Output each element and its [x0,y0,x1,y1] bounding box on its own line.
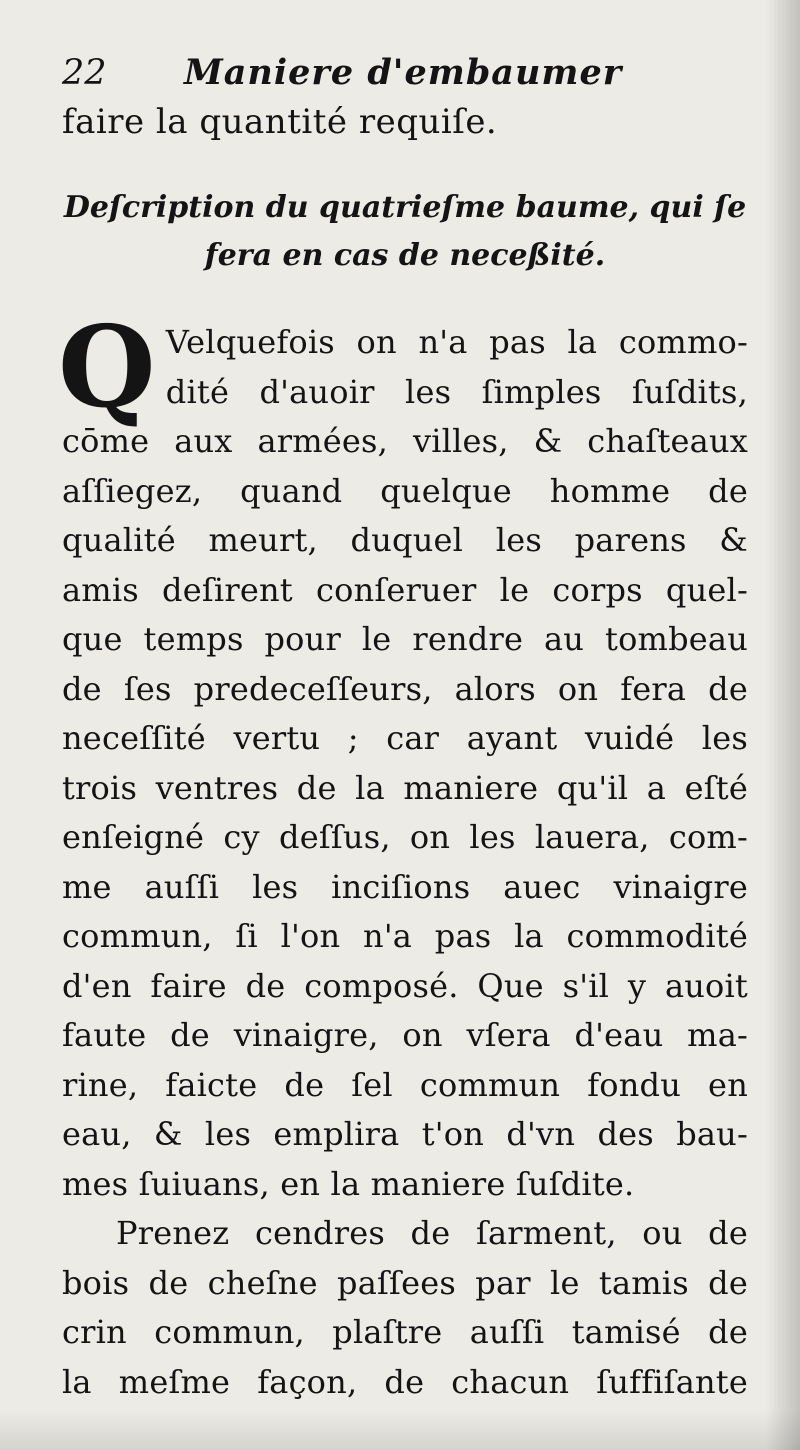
carry-over-line: faire la quantité requiſe. [62,102,498,142]
body-text [58,302,748,1407]
heading-line: fera en cas de neceßité. [204,238,606,273]
running-title: Maniere d'embaumer [184,52,623,93]
text-line: neceſſité vertu ; car ayant vuidé les [62,719,748,757]
text-line: qualité meurt, duquel les parens & [62,521,748,559]
text-line: Prenez cendres de ſarment, ou de [116,1214,748,1252]
text-line: la meſme façon, de chacun ſuffiſante [62,1362,748,1401]
section-heading [62,184,748,280]
text-line: que temps pour le rendre au tombeau [62,620,748,658]
text-line: enſeigné cy deſſus, on les lauera, com- [62,818,748,856]
heading-line: Deſcription du quatrieſme baume, qui ſe [63,190,747,225]
text-line: Velquefois on n'a pas la commo- [165,323,748,361]
running-head [62,46,748,100]
paragraph [58,302,748,1209]
page-number: 22 [62,53,107,93]
text-line: commun, ſi l'on n'a pas la commodité [62,917,748,955]
page-bottom-shadow [0,1410,800,1450]
text-line: dité d'auoir les ſimples ſuſdits, [165,372,748,411]
text-line: cōme aux armées, villes, & chaſteaux [62,422,748,460]
text-line: amis deſirent conſeruer le corps quel- [62,570,748,609]
text-line: bois de cheſne paſſees par le tamis de [62,1263,748,1302]
text-line: d'en faire de composé. Que s'il y auoit [62,966,748,1005]
paragraph [62,1209,748,1407]
text-line: crin commun, plaſtre auſſi tamisé de [62,1313,748,1351]
text-line: faute de vinaigre, on vſera d'eau ma- [62,1016,748,1054]
text-line: me auſſi les inciſions auec vinaigre [62,867,748,906]
text-line: mes ſuiuans, en la maniere ſuſdite. [62,1164,635,1203]
text-line: de ſes predeceſſeurs, alors on fera de [62,669,748,708]
text-block [58,46,748,1407]
text-line: rine, faicte de ſel commun fondu en [62,1065,748,1104]
page-gutter-shadow [766,0,800,1450]
text-line: aſſiegez, quand quelque homme de [62,471,748,510]
text-line: trois ventres de la maniere qu'il a eſté [62,768,748,807]
text-line: eau, & les emplira t'on d'vn des bau- [62,1115,748,1153]
drop-cap: Q [58,302,156,433]
